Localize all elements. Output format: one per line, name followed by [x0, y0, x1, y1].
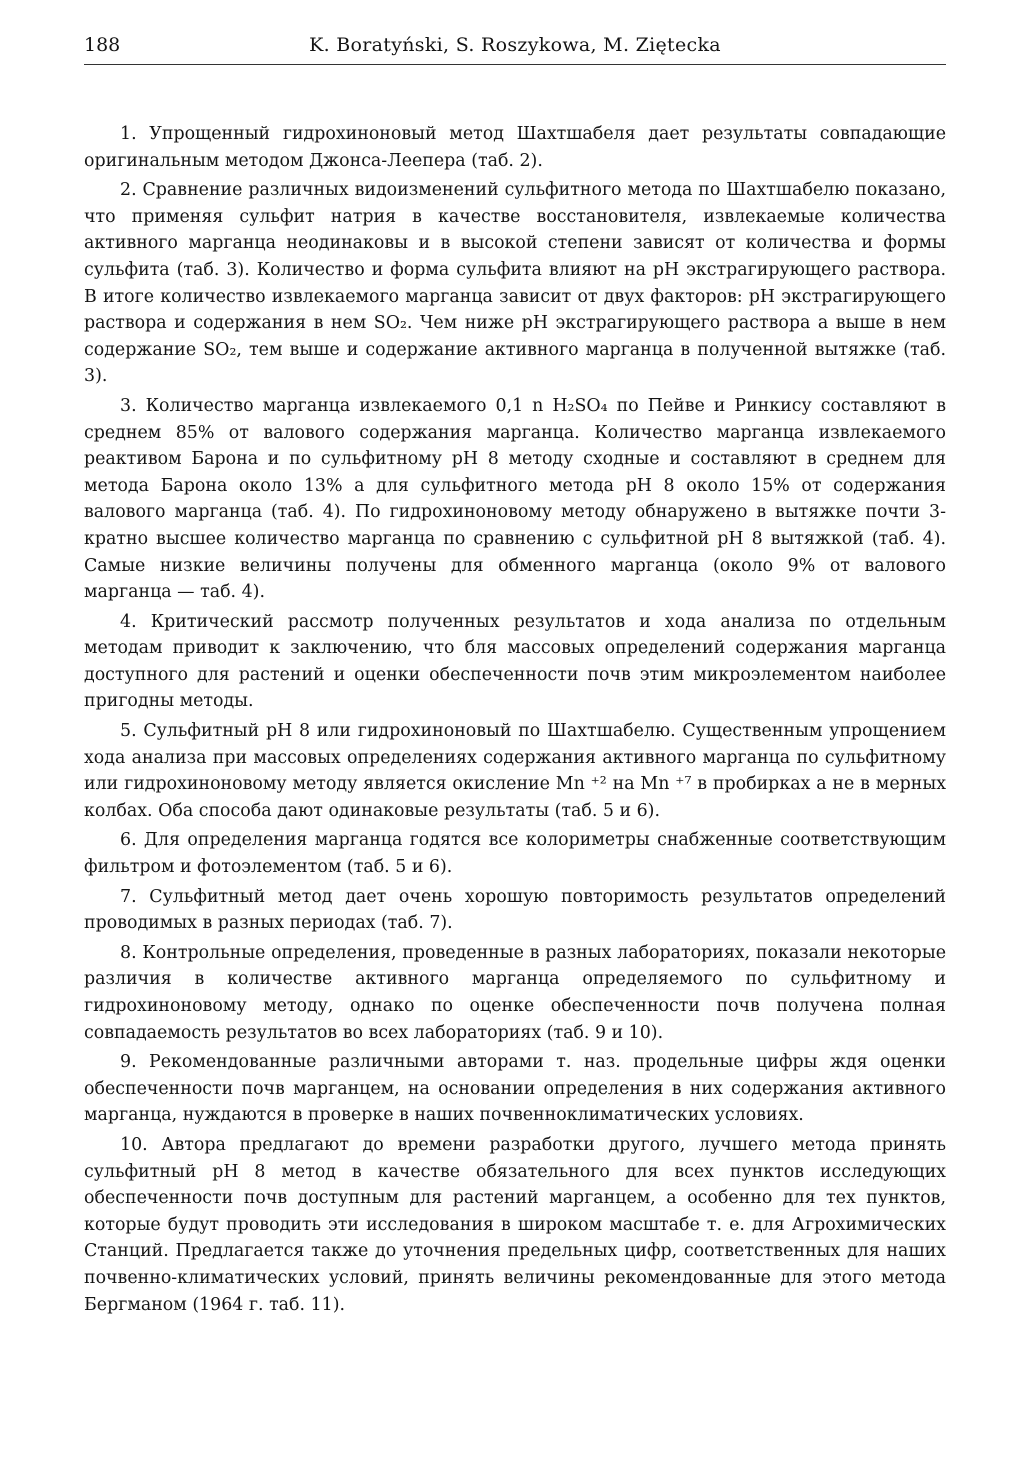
item-number: 4.: [120, 611, 137, 632]
item-text: Критический рассмотр полученных результатов и хода анализа по отдельным методам приводит к заключению, что бля массовых определений содержания марганца доступного для растений и оценки обеспеченности почв этим микроэлементом наиболее пригодны методы.: [84, 611, 946, 712]
item-number: 9.: [120, 1052, 137, 1073]
item-text: Количество марганца извлекаемого 0,1 n H₂SO₄ по Пейве и Ринкису составляют в среднем 85% от валового содержания марганца. Количество марганца извлекаемого реактивом Барона и по сульфитному pH 8 методу сходные и составляют в среднем для метода Барона около 13% а для сульфитного метода pH 8 около 15% от содержания валового марганца (таб. 4). По гидрохиноновому методу обнаружено в вытяжке почти 3-кратно высшее количество марганца по сравнению с сульфитной pH 8 вытяжкой (таб. 4). Самые низкие величины получены для обменного марганца (около 9% от валового марганца — таб. 4).: [84, 395, 946, 603]
page: [84, 30, 946, 1450]
page-number: 188: [84, 34, 121, 56]
item-text: Рекомендованные различными авторами т. наз. продельные цифры ждя оценки обеспеченности почв марганцем, на основании определения в них содержания активного марганца, нуждаются в проверке в наших почвенноклиматических условиях.: [84, 1052, 946, 1126]
conclusion-item: [84, 718, 946, 824]
item-number: 7.: [120, 886, 137, 907]
conclusion-item: [84, 121, 946, 174]
conclusion-item: [84, 940, 946, 1046]
item-text: Сульфитный pH 8 или гидрохиноновый по Шахтшабелю. Существенным упрощением хода анализа при массовых определениях содержания активного марганца по сульфитному или гидрохиноновому методу является окисление Mn ⁺² на Mn ⁺⁷ в пробирках а не в мерных колбах. Оба способа дают одинаковые результаты (таб. 5 и 6).: [84, 721, 946, 821]
conclusions-list: [84, 121, 946, 1318]
conclusion-item: [84, 884, 946, 937]
conclusion-item: [84, 827, 946, 880]
conclusion-item: [84, 177, 946, 390]
item-number: 2.: [120, 180, 137, 201]
item-number: 8.: [120, 942, 137, 963]
item-text: Упрощенный гидрохиноновый метод Шахтшабеля дает результаты совпадающие оригинальным методом Джонса-Леепера (таб. 2).: [84, 124, 946, 171]
conclusion-item: [84, 1049, 946, 1129]
item-number: 6.: [120, 830, 137, 851]
item-number: 1.: [120, 124, 137, 144]
conclusion-item: [84, 1132, 946, 1318]
running-header: [84, 30, 946, 65]
item-number: 3.: [120, 395, 137, 416]
item-number: 10.: [120, 1134, 148, 1155]
running-header-authors: K. Boratyński, S. Roszykowa, M. Ziętecka: [309, 34, 721, 56]
item-text: Для определения марганца годятся все колориметры снабженные соответствующим фильтром и фотоэлементом (таб. 5 и 6).: [84, 830, 946, 878]
item-text: Автора предлагают до времени разработки другого, лучшего метода принять сульфитный pH 8 метод в качестве обязательного для всех пунктов исследующих обеспеченности почв доступным для растений марганцем, а особенно для тех пунктов, которые будут проводить эти исследования в широком масштабе т. е. для Агрохимических Станций. Предлагается также до уточнения предельных цифр, соответственных для наших почвенно-климатических условий, принять величины рекомендованные для этого метода Бергманом (1964 г. таб. 11).: [84, 1134, 947, 1315]
conclusion-item: [84, 609, 946, 715]
item-text: Сульфитный метод дает очень хорошую повторимость результатов определений проводимых в разных периодах (таб. 7).: [84, 886, 947, 934]
item-text: Контрольные определения, проведенные в разных лабораториях, показали некоторые различия в количестве активного марганца определяемого по сульфитному и гидрохиноновому методу, однако по оценке обеспеченности почв получена полная совпадаемость результатов во всех лабораториях (таб. 9 и 10).: [84, 942, 946, 1043]
item-text: Сравнение различных видоизменений сульфитного метода по Шахтшабелю показано, что применяя сульфит натрия в качестве восстановителя, извлекаемые количества активного марганца неодинаковы и в высокой степени зависят от количества и формы сульфита (таб. 3). Количество и форма сульфита влияют на pH экстрагирующего раствора. В итоге количество извлекаемого марганца зависит от двух факторов: pH экстрагирующего раствора и содержания в нем SO₂. Чем ниже pH экстрагирующего раствора а выше в нем содержание SO₂, тем выше и содержание активного марганца в полученной вытяжке (таб. 3).: [84, 180, 946, 387]
item-number: 5.: [120, 721, 137, 742]
conclusion-item: [84, 393, 946, 606]
